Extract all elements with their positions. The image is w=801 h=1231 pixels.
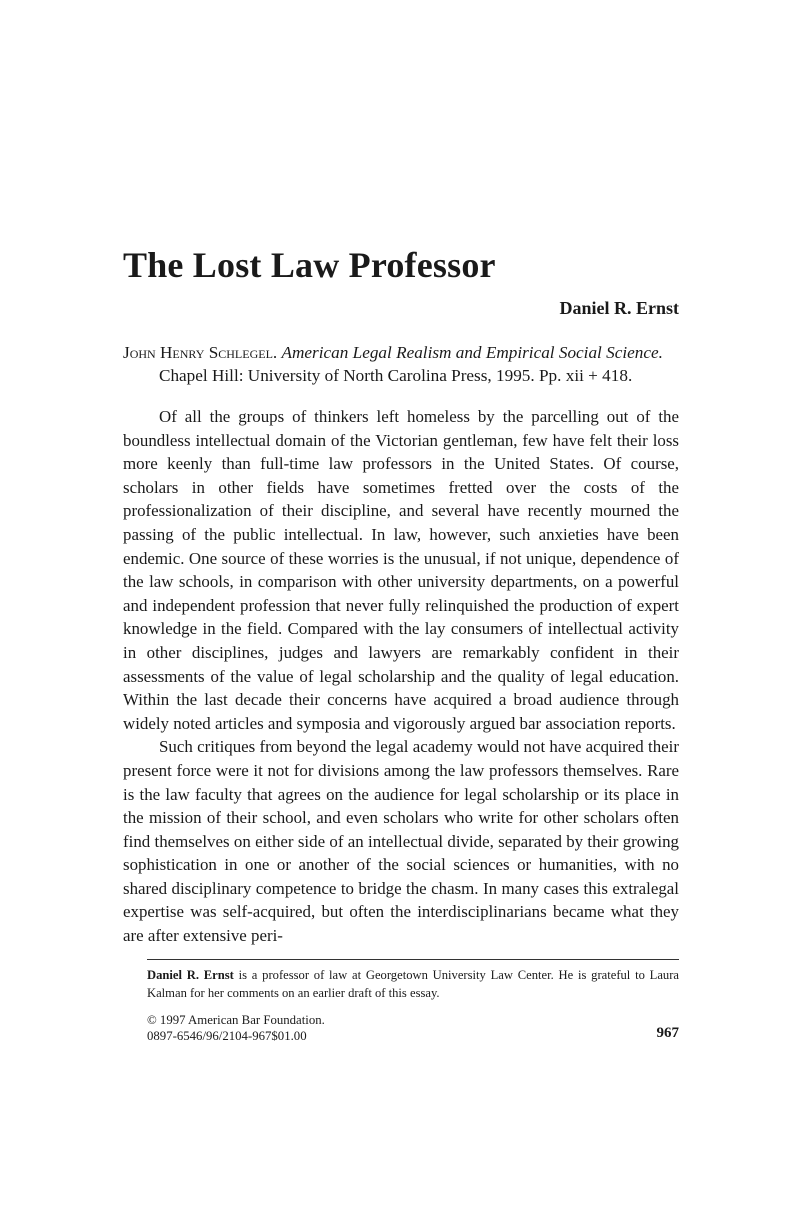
reviewed-book-title: American Legal Realism and Empirical Social Science. [281, 343, 663, 362]
footnote-author-name: Daniel R. Ernst [147, 968, 234, 982]
footnote-divider [147, 959, 679, 960]
article-body [123, 405, 679, 948]
page-number: 967 [656, 1025, 679, 1041]
footnote-text: is a professor of law at Georgetown University Law Center. He is grateful to Laura Kalman for her comments on an earlier draft of this essay. [147, 968, 679, 1000]
article-author: Daniel R. Ernst [559, 298, 679, 318]
paragraph: Of all the groups of thinkers left homeless by the parcelling out of the boundless intellectual domain of the Victorian gentleman, few have felt their loss more keenly than full-time law professors in the United States. Of course, scholars in other fields have sometimes fretted over the costs of the professionalization of their discipline, and several have recently mourned the passing of the public intellectual. In law, however, such anxieties have been endemic. One source of these worries is the unusual, if not unique, dependence of the law schools, in comparison with other university departments, on a powerful and independent profession that never fully relinquished the production of expert knowledge in the field. Compared with the lay consumers of intellectual activity in other disciplines, judges and lawyers are remarkably confident in their assessments of the value of legal scholarship and the quality of legal education. Within the last decade their concerns have acquired a broad audience through widely noted articles and symposia and vigorously argued bar association reports. [123, 407, 679, 733]
paragraph: Such critiques from beyond the legal academy would not have acquired their present force were it not for divisions among the law professors themselves. Rare is the law faculty that agrees on the audience for legal scholarship or its place in the mission of their school, and even scholars who write for other scholars often find themselves on either side of an intellectual divide, separated by their growing sophistication in one or another of the social sciences or humanities, with no shared disciplinary competence to bridge the chasm. In many cases this extralegal expertise was self-acquired, but often the interdisciplinarians became what they are after extensive peri- [123, 737, 679, 946]
copyright-notice: © 1997 American Bar Foundation. [147, 1013, 325, 1027]
article-title: The Lost Law Professor [123, 245, 496, 285]
issn-code: 0897-6546/96/2104-967$01.00 [147, 1029, 307, 1043]
reviewed-book-author: John Henry Schlegel. [123, 343, 278, 362]
citation-line-1 [123, 341, 679, 364]
publication-info: Chapel Hill: University of North Carolina Press, 1995. Pp. xii + 418. [159, 366, 633, 385]
author-footnote [147, 966, 679, 1002]
book-review-citation [123, 341, 679, 387]
